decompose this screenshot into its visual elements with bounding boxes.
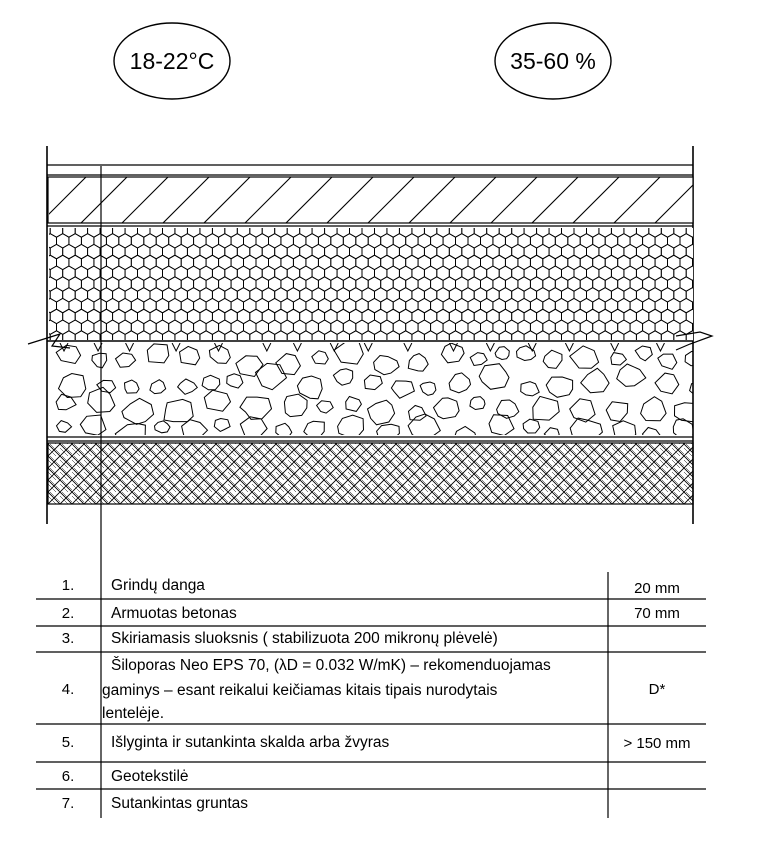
layer-number: 5. xyxy=(61,734,75,751)
layer-number: 7. xyxy=(61,795,75,812)
layer-description: Išlyginta ir sutankinta skalda arba žvyras xyxy=(111,734,390,751)
layer-number: 4. xyxy=(61,681,75,698)
layer-number: 6. xyxy=(61,768,75,785)
layer-description: lentelėje. xyxy=(102,705,165,722)
layers-table xyxy=(36,572,706,818)
layer-description: Šiloporas Neo EPS 70, (λD = 0.032 W/mK) – rekomenduojamas xyxy=(111,657,551,674)
temperature-badge xyxy=(114,23,230,99)
layer-description: Sutankintas gruntas xyxy=(111,795,249,812)
layer-eps-insulation xyxy=(38,223,705,356)
layer-reinforced-concrete xyxy=(40,177,758,223)
layer-description: gaminys – esant reikalui keičiamas kitais tipais nurodytais xyxy=(102,682,498,699)
layer-compacted-soil xyxy=(48,443,693,504)
layer-number: 2. xyxy=(61,605,75,622)
temperature-label: 18-22°C xyxy=(129,48,215,74)
layer-thickness: 20 mm xyxy=(634,580,680,597)
layer-gravel xyxy=(47,342,710,449)
layer-description: Armuotas betonas xyxy=(111,605,237,622)
layer-thickness: 70 mm xyxy=(634,605,680,622)
layer-number: 3. xyxy=(61,630,75,647)
layer-floor-finish xyxy=(47,165,693,175)
humidity-label: 35-60 % xyxy=(510,48,596,74)
layer-description: Geotekstilė xyxy=(111,768,189,785)
layer-description: Grindų danga xyxy=(111,577,205,594)
layer-description: Skiriamasis sluoksnis ( stabilizuota 200 mikronų plėvelė) xyxy=(111,630,498,647)
layer-thickness: > 150 mm xyxy=(623,735,691,752)
layer-thickness: D* xyxy=(648,681,666,698)
humidity-badge xyxy=(495,23,611,99)
layer-number: 1. xyxy=(61,577,75,594)
